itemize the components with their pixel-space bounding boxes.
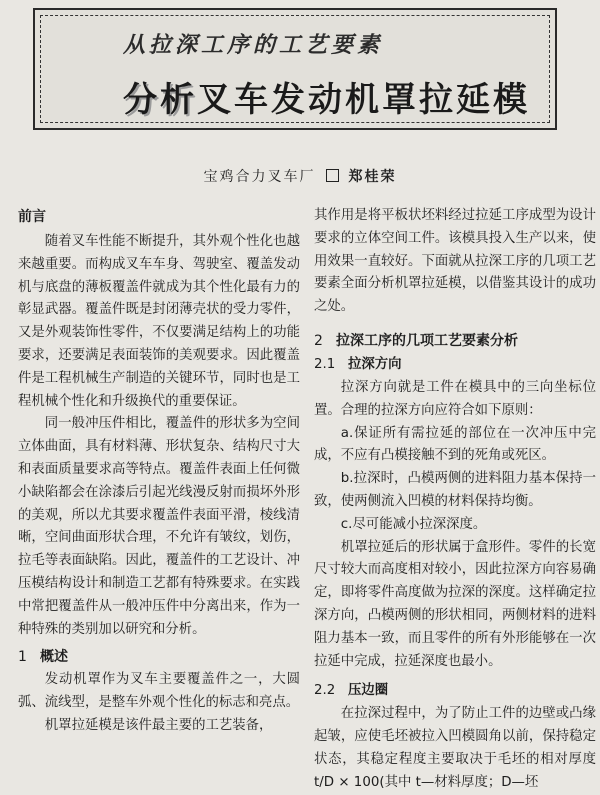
principle-b: b.拉深时，凸模两侧的进料阻力基本保持一致，使两侧流入凹模的材料保持均衡。 <box>314 471 596 509</box>
subsection-2-1-paragraph-2: 机罩拉延后的形状属于盒形件。零件的长宽尺寸较大而高度相对较小，因此拉深方向容易确定，即将零件高度做为拉深的深度。这样确定拉深方向，凸模两侧的形状相同，两侧材料的进料阻力基本一致，而且零件的所有外形能够在一次拉延中完成，拉延深度也最小。 <box>314 539 596 669</box>
principle-a: a.保证所有需拉延的部位在一次冲压中完成，不应有凸模接触不到的死角或死区。 <box>314 425 596 464</box>
section-1-paragraph-2: 机罩拉延模是该件最主要的工艺装备， <box>44 717 273 733</box>
subsection-2-2-paragraph-1: 在拉深过程中，为了防止工件的边壁或凸缘起皱，应使毛坯被拉入凹模圆角以前，保持稳定状态，其稳定程度主要取决于毛坯的相对厚度 t/D × 100(其中 t—材料厚度；D—坯 <box>314 706 596 790</box>
section-1-paragraph-1: 发动机罩作为叉车主要覆盖件之一，大圆弧、流线型，是整车外观个性化的标志和亮点。 <box>18 672 300 711</box>
subsection-2-2-title: 压边圈 <box>348 683 389 699</box>
section-2-heading <box>314 329 596 353</box>
title-banner <box>33 8 557 130</box>
headline-rest: 叉车发动机罩拉延模 <box>197 80 530 120</box>
subsection-2-1-paragraph-1: 拉深方向就是工件在模具中的三向坐标位置。合理的拉深方向应符合如下原则： <box>314 379 596 418</box>
section-1-number: 1 <box>18 649 27 666</box>
article-kicker: 从拉深工序的工艺要素 <box>123 32 384 58</box>
preface-paragraph-2: 同一般冲压件相比，覆盖件的形状多为空间立体曲面，具有材料薄、形状复杂、结构尺寸大和表面质量要求高等特点。覆盖件表面上任何微小缺陷都会在涂漆后引起光线漫反射而损坏外形的美观，所以尤其要求覆盖件表面平滑，棱线清晰，空间曲面形状合理，不允许有皱纹，划伤，拉毛等表面缺陷。因此，覆盖件的工艺设计、冲压模结构设计和制造工艺都有特殊要求。在实践中常把覆盖件从一般冲压件中分离出来，作为一种特殊的类别加以研究和分析。 <box>18 416 300 637</box>
subsection-2-2-heading <box>314 679 596 703</box>
preface-paragraph-1: 随着叉车性能不断提升，其外观个性化也越来越重要。而构成叉车车身、驾驶室、覆盖发动机与底盘的薄板覆盖件就成为其个性化最有力的彰显武器。覆盖件既是封闭薄壳状的受力零件，又是外观装饰性零件，不仅要满足结构上的功能要求，还要满足表面装饰的美观要求。因此覆盖件是工程机械生产制造的关键环节，同时也是工程机械个性化和升级换代的重要保证。 <box>18 234 300 409</box>
section-2-number: 2 <box>314 332 323 349</box>
subsection-2-1-heading <box>314 353 596 377</box>
subsection-2-2-number: 2.2 <box>314 683 336 699</box>
author-name: 郑桂荣 <box>348 169 397 185</box>
intro-continuation-paragraph: 其作用是将平板状坯料经过拉延工序成型为设计要求的立体空间工件。该模具投入生产以来，使用效果一直较好。下面就从拉深工序的几项工艺要素全面分析机罩拉延模，以借鉴其设计的成功之处。 <box>314 208 596 315</box>
left-column <box>18 205 300 738</box>
section-2-title: 拉深工序的几项工艺要素分析 <box>336 332 518 349</box>
subsection-2-1-title: 拉深方向 <box>348 356 402 372</box>
principle-c: c.尽可能减小拉深深度。 <box>340 516 487 532</box>
right-column <box>314 205 596 795</box>
headline-prefix: 分析 <box>123 80 197 120</box>
separator-box-icon <box>326 169 339 182</box>
affiliation: 宝鸡合力叉车厂 <box>203 169 316 185</box>
preface-heading: 前言 <box>18 209 46 225</box>
section-1-title: 概述 <box>40 649 68 666</box>
article-headline <box>123 72 530 121</box>
subsection-2-1-number: 2.1 <box>314 356 336 372</box>
section-1-heading <box>18 645 300 669</box>
byline <box>0 166 600 186</box>
